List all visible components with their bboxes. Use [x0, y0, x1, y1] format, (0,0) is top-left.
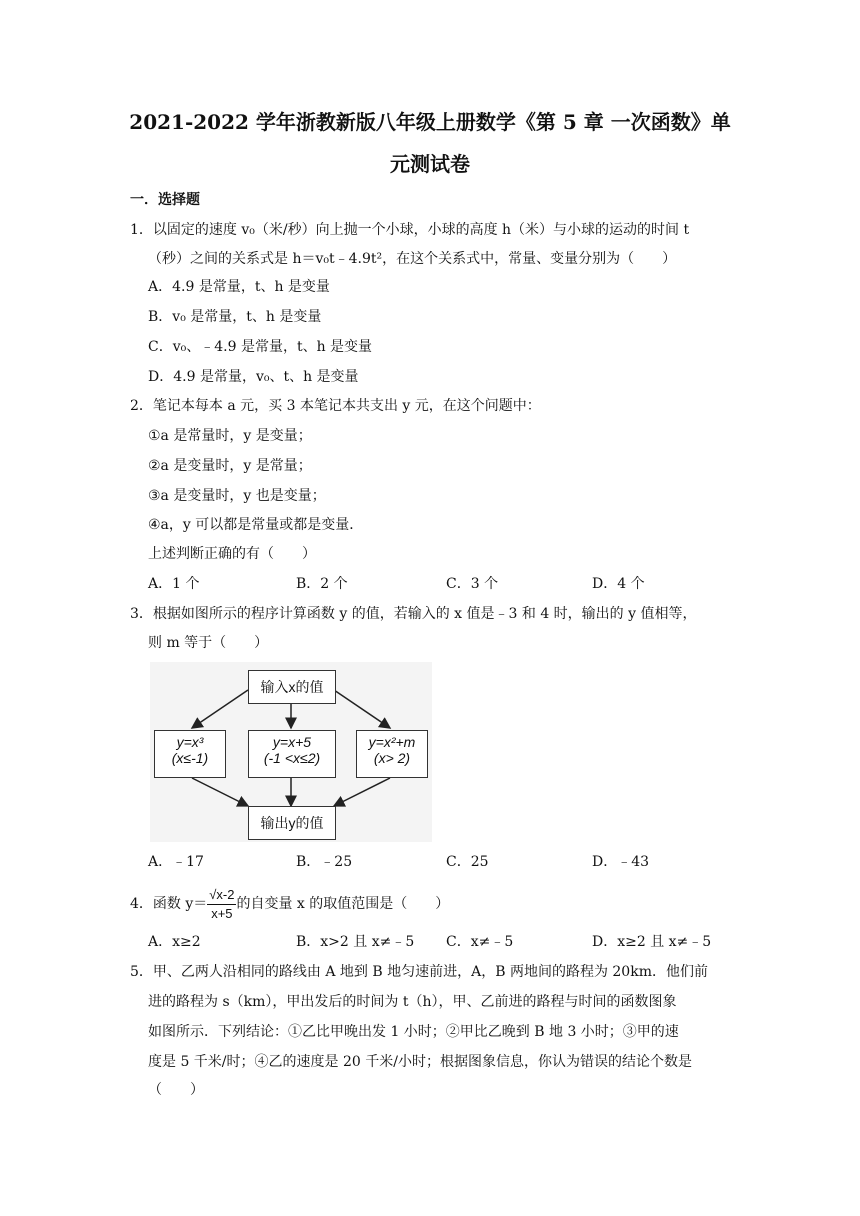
q3-stem-line2: 则 m 等于（ ） [148, 635, 269, 651]
q3-option-d: D．﹣43 [592, 854, 650, 870]
q4-denominator: x+5 [211, 905, 233, 921]
q3-option-a: A．﹣17 [148, 854, 204, 870]
q2-statement-1: ①a 是常量时，y 是变量； [148, 428, 312, 444]
q3-stem-line1: 3．根据如图所示的程序计算函数 y 的值，若输入的 x 值是﹣3 和 4 时，输出的 y 值相等， [130, 606, 697, 622]
q2-statement-4: ④a，y 可以都是常量或都是变量． [148, 517, 364, 533]
flow-mid-box [248, 730, 336, 778]
flow-mid-cond: (-1 <x≤2) [263, 750, 321, 766]
q2-ask: 上述判断正确的有（ ） [148, 546, 316, 562]
flow-right-cond: (x> 2) [373, 750, 411, 766]
q2-option-d: D．4 个 [592, 576, 645, 592]
q2-statement-2: ②a 是变量时，y 是常量； [148, 458, 312, 474]
q3-option-b: B．﹣25 [296, 854, 353, 870]
flow-input-label: 输入x的值 [260, 679, 324, 695]
q1-stem-line1: 1．以固定的速度 v₀（米/秒）向上抛一个小球，小球的高度 h（米）与小球的运动的时间 t [130, 222, 690, 238]
flow-left-cond: (x≤-1) [171, 750, 209, 766]
flow-left-box [154, 730, 226, 778]
q5-stem-line5: （ ） [148, 1082, 204, 1098]
flow-right-formula: y=x²+m [368, 734, 416, 750]
q5-stem-line4: 度是 5 千米/时；④乙的速度是 20 千米/小时；根据图象信息，你认为错误的结论个数是 [148, 1054, 692, 1070]
q4-stem [130, 884, 449, 924]
flow-mid-formula: y=x+5 [272, 734, 312, 750]
q4-option-d: D．x≥2 且 x≠﹣5 [592, 934, 712, 950]
flow-output-box [248, 806, 336, 840]
page-title-line2: 元测试卷 [390, 152, 470, 176]
q5-stem-line1: 5．甲、乙两人沿相同的路线由 A 地到 B 地匀速前进，A，B 两地间的路程为 20km．他们前 [130, 964, 708, 980]
q4-option-c: C．x≠﹣5 [446, 934, 514, 950]
arrow-to-right-box [334, 690, 390, 728]
flow-input-box [248, 670, 336, 704]
q1-option-b: B．v₀ 是常量，t、h 是变量 [148, 309, 322, 325]
q2-statement-3: ③a 是变量时，y 也是变量； [148, 488, 326, 504]
q2-option-c: C．3 个 [446, 576, 499, 592]
page-title-line1: 2021-2022 学年浙教新版八年级上册数学《第 5 章 一次函数》单 [129, 110, 731, 134]
flow-output-label: 输出y的值 [260, 815, 324, 831]
q4-numerator: √x-2 [207, 886, 236, 905]
flow-right-box [356, 730, 428, 778]
q4-suffix: 的自变量 x 的取值范围是（ ） [236, 896, 450, 912]
q2-option-a: A．1 个 [148, 576, 200, 592]
q4-option-b: B．x>2 且 x≠﹣5 [296, 934, 415, 950]
q1-option-a: A．4.9 是常量，t、h 是变量 [148, 279, 330, 295]
q2-stem: 2．笔记本每本 a 元，买 3 本笔记本共支出 y 元，在这个问题中： [130, 398, 541, 414]
arrow-to-left-box [192, 690, 248, 728]
q2-option-b: B．2 个 [296, 576, 348, 592]
q3-option-c: C．25 [446, 854, 489, 870]
arrow-left-to-output [192, 778, 248, 806]
q4-option-a: A．x≥2 [148, 934, 201, 950]
q1-stem-line2: （秒）之间的关系式是 h＝v₀t﹣4.9t²，在这个关系式中，常量、变量分别为（ ） [148, 251, 677, 267]
arrow-right-to-output [334, 778, 390, 806]
flow-left-formula: y=x³ [176, 734, 204, 750]
q4-fraction [207, 886, 236, 923]
section-heading: 一．选择题 [130, 192, 200, 208]
q5-stem-line2: 进的路程为 s（km），甲出发后的时间为 t（h），甲、乙前进的路程与时间的函数图象 [148, 994, 677, 1010]
q1-option-c: C．v₀、﹣4.9 是常量，t、h 是变量 [148, 339, 373, 355]
q4-prefix: 4．函数 y＝ [130, 896, 208, 912]
q1-option-d: D．4.9 是常量，v₀、t、h 是变量 [148, 369, 359, 385]
program-flowchart [150, 662, 432, 842]
q5-stem-line3: 如图所示．下列结论：①乙比甲晚出发 1 小时；②甲比乙晚到 B 地 3 小时；③甲的速 [148, 1024, 679, 1040]
